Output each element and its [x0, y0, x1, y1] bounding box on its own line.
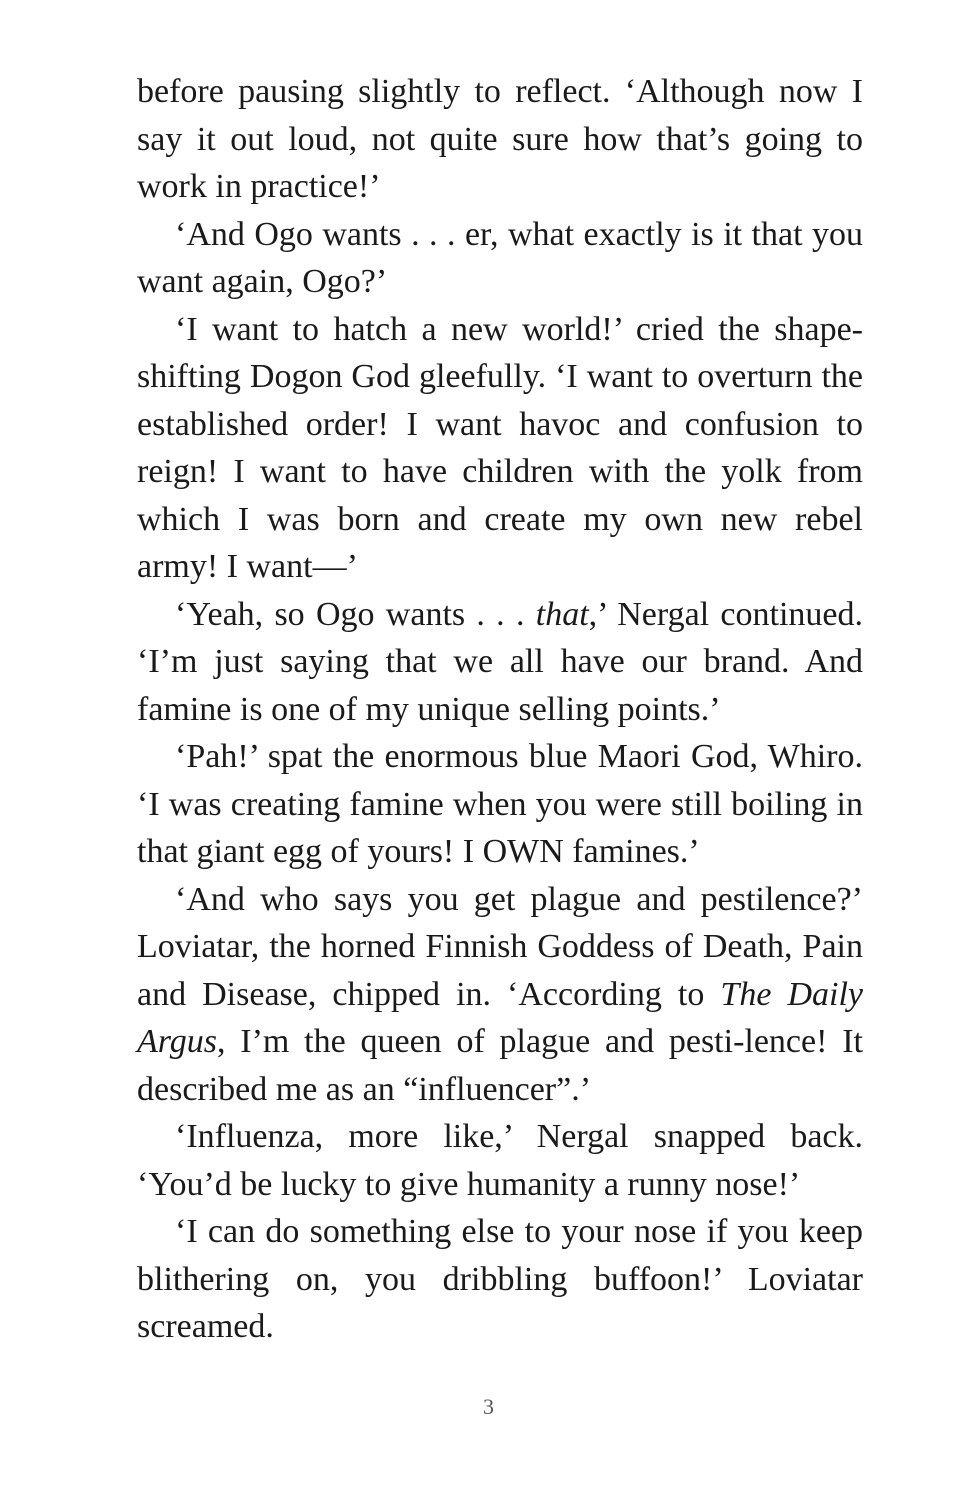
paragraph [137, 68, 863, 211]
text-run: ‘I want to hatch a new world!’ cried the shape-shifting Dogon God gleefully. ‘I want to overturn the established order! I want havoc and confusion to reign! I want to have children with the yolk from which I was born and create my own new rebel army! I want—’ [137, 310, 863, 585]
paragraph [137, 306, 863, 591]
paragraph [137, 1113, 863, 1208]
paragraph [137, 876, 863, 1114]
paragraph [137, 591, 863, 734]
text-run: ‘I can do something else to your nose if you keep blithering on, you dribbling buffoon!’ Loviatar screamed. [137, 1213, 863, 1345]
text-run: , I’m the queen of plague and pesti-lence! It described me as an “influencer”.’ [137, 1023, 863, 1108]
body-text [137, 68, 863, 1351]
text-run: ‘Influenza, more like,’ Nergal snapped back. ‘You’d be lucky to give humanity a runny nose!’ [137, 1118, 863, 1203]
text-run: ,’ Nergal continued. ‘I’m just saying that we all have our brand. And famine is one of my unique selling points.’ [137, 595, 864, 728]
paragraph [137, 733, 863, 876]
text-run: before pausing slightly to reflect. ‘Although now I say it out loud, not quite sure how that’s going to work in practice!’ [137, 73, 863, 205]
italic-run: The Daily Argus [137, 975, 863, 1060]
text-run: ‘And who says you get plague and pestilence?’ Loviatar, the horned Finnish Goddess of Death, Pain and Disease, chipped in. ‘According to [137, 880, 863, 1013]
text-run: ‘Pah!’ spat the enormous blue Maori God, Whiro. ‘I was creating famine when you were still boiling in that giant egg of yours! I OWN famines.’ [137, 738, 863, 870]
text-run: ‘And Ogo wants . . . er, what exactly is it that you want again, Ogo?’ [137, 215, 863, 300]
italic-run: that [535, 595, 589, 633]
text-run: ‘Yeah, so Ogo wants . . . [175, 595, 536, 633]
paragraph [137, 1208, 863, 1351]
paragraph [137, 211, 863, 306]
page-number: 3 [483, 1394, 494, 1419]
